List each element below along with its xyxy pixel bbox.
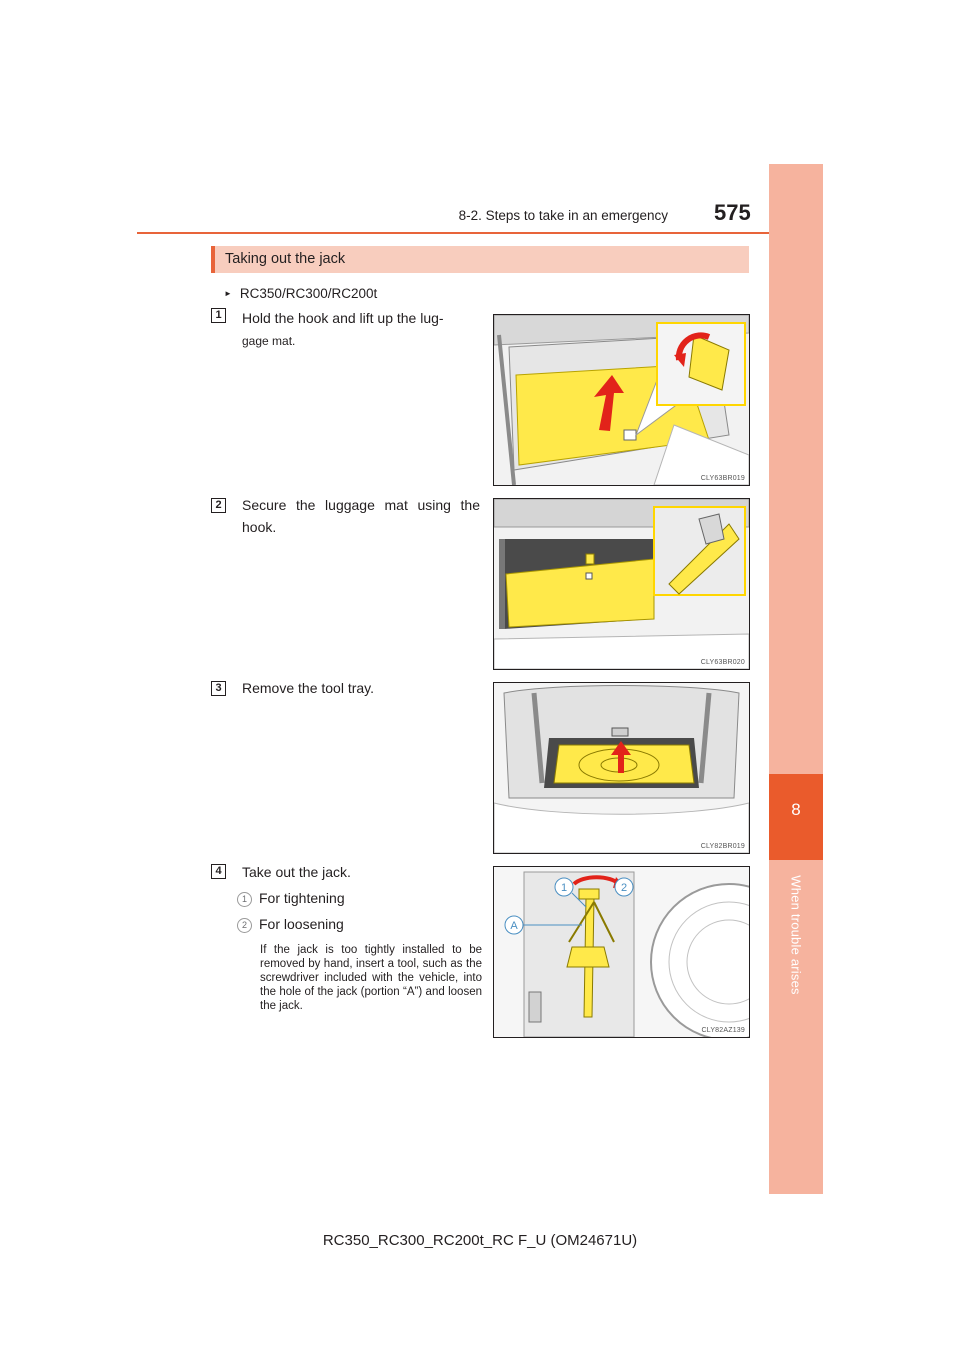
- header-rule: [137, 232, 823, 234]
- circled-number-icon: 1: [237, 892, 252, 907]
- figure-take-out-jack: [493, 866, 750, 1038]
- section-title: Taking out the jack: [225, 251, 346, 267]
- step-text: Secure the luggage mat using the hook.: [242, 497, 480, 535]
- figure-code: CLY82AZ139: [701, 1027, 745, 1034]
- figure-label-one: 1: [560, 882, 568, 894]
- trunk-illustration: [494, 315, 749, 485]
- step-number: 1: [211, 308, 226, 323]
- trunk-illustration: [494, 683, 749, 853]
- section-heading-bar: [211, 246, 749, 273]
- list-item-text: For loosening: [259, 916, 344, 932]
- list-item: [237, 890, 345, 907]
- page-number: 575: [714, 200, 751, 225]
- figure-code: CLY82BR019: [700, 843, 745, 850]
- step-text: Take out the jack.: [242, 864, 351, 880]
- figure-code: CLY63BR019: [700, 475, 745, 482]
- step-text-line: Hold the hook and lift up the lug-: [242, 310, 444, 326]
- step-number: 3: [211, 681, 226, 696]
- step-note: If the jack is too tightly installed to be removed by hand, insert a tool, such as the screwdriver included with the vehicle, into the hole of the jack (portion “A”) and loosen the jack.: [260, 944, 482, 1012]
- step-number: 4: [211, 864, 226, 879]
- figure-label-a: A: [510, 920, 518, 932]
- chapter-label: When trouble arises: [788, 875, 804, 995]
- figure-code: CLY63BR020: [700, 659, 745, 666]
- model-line-text: RC350/RC300/RC200t: [239, 286, 378, 301]
- list-item-text: For tightening: [259, 890, 345, 906]
- footer-manual-code: RC350_RC300_RC200t_RC F_U (OM24671U): [322, 1232, 638, 1249]
- chapter-number: 8: [791, 800, 801, 819]
- running-header: 8-2. Steps to take in an emergency: [458, 208, 668, 223]
- step-text: Remove the tool tray.: [242, 680, 375, 696]
- figure-secure-luggage-mat: [493, 498, 750, 670]
- step-text: [242, 307, 480, 352]
- list-item: [237, 916, 344, 933]
- figure-remove-tool-tray: [493, 682, 750, 854]
- circled-number-icon: 2: [237, 918, 252, 933]
- step-number: 2: [211, 498, 226, 513]
- figure-label-two: 2: [620, 882, 628, 894]
- step-text-line: gage mat.: [242, 334, 296, 348]
- trunk-illustration: [494, 499, 749, 669]
- figure-lift-luggage-mat: [493, 314, 750, 486]
- jack-illustration: [494, 867, 749, 1037]
- model-line: [224, 286, 377, 301]
- triangle-bullet-icon: ►: [224, 289, 232, 298]
- chapter-side-tab: [769, 164, 823, 1194]
